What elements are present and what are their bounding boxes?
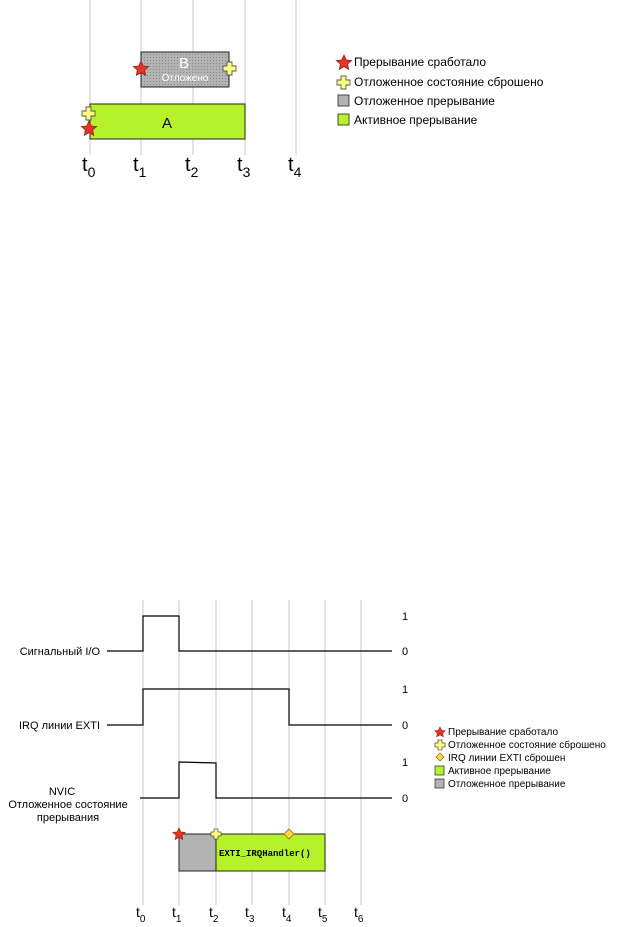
legend-item-active: Активное прерывание: [354, 113, 478, 127]
signal-exti-high-level: 1: [402, 684, 409, 696]
legend-item-pending-cleared: Отложенное состояние сброшено: [354, 75, 544, 89]
top-time-label: $t_1$: [133, 154, 147, 180]
yellow-diamond-icon: [436, 753, 444, 761]
top-legend: [336, 55, 543, 127]
interrupt-a-label: A: [161, 115, 173, 132]
bottom-time-label: $t_5$: [318, 904, 328, 925]
legend-item-pending: Отложенное прерывание: [448, 779, 566, 790]
legend-item-pending: Отложенное прерывание: [354, 94, 495, 108]
legend-item-triggered: Прерывание сработало: [354, 55, 486, 69]
signal-io-high-level: 1: [402, 611, 409, 623]
handler-pending-bar: [179, 834, 216, 871]
bottom-time-axis: [136, 904, 364, 925]
gray-square-icon: [435, 779, 444, 788]
gray-square-icon: [338, 95, 349, 106]
signal-io-waveform: [107, 616, 392, 651]
bottom-time-label: $t_6$: [354, 904, 364, 925]
legend-item-active: Активное прерывание: [448, 766, 551, 777]
green-square-icon: [435, 766, 444, 775]
signal-io-label: Сигнальный I/O: [19, 646, 100, 658]
bottom-time-label: $t_3$: [245, 904, 255, 925]
legend-item-triggered: Прерывание сработало: [448, 727, 558, 738]
red-star-icon: [435, 727, 446, 737]
top-time-axis: [82, 154, 302, 180]
interrupt-b-label: B: [178, 55, 190, 72]
yellow-cross-icon: [435, 740, 445, 750]
signal-nvic-low-level: 0: [402, 793, 409, 805]
signal-nvic-waveform: [140, 762, 392, 798]
signal-nvic-label: Отложенное состояние: [8, 799, 128, 811]
signal-nvic-label: прерывания: [36, 812, 100, 824]
handler-name: EXTI_IRQHandler(): [219, 849, 311, 859]
signal-io-low-level: 0: [402, 646, 409, 658]
legend-item-exti-cleared: IRQ линии EXTI сброшен: [448, 753, 566, 764]
top-time-label: $t_4$: [288, 154, 302, 180]
bottom-time-label: $t_1$: [172, 904, 182, 925]
green-square-icon: [338, 114, 349, 125]
red-star-icon: [336, 55, 351, 69]
legend-item-pending-cleared: Отложенное состояние сброшено: [448, 740, 606, 751]
top-time-label: $t_3$: [237, 154, 251, 180]
interrupt-b-pending-label: Отложено: [161, 73, 209, 84]
top-time-label: $t_0$: [82, 154, 96, 180]
bottom-time-label: $t_2$: [209, 904, 219, 925]
signal-nvic-high-level: 1: [402, 757, 409, 769]
signal-exti-waveform: [107, 689, 392, 725]
signal-exti-label: IRQ линии EXTI: [18, 720, 100, 732]
signal-nvic-label: NVIC: [48, 786, 76, 798]
bottom-diagram: [8, 600, 606, 925]
top-time-label: $t_2$: [185, 154, 199, 180]
signal-exti-low-level: 0: [402, 720, 409, 732]
bottom-time-label: $t_0$: [136, 904, 146, 925]
yellow-cross-icon: [337, 76, 350, 89]
bottom-time-label: $t_4$: [282, 904, 292, 925]
bottom-legend: [435, 726, 607, 790]
top-diagram: [81, 0, 543, 180]
